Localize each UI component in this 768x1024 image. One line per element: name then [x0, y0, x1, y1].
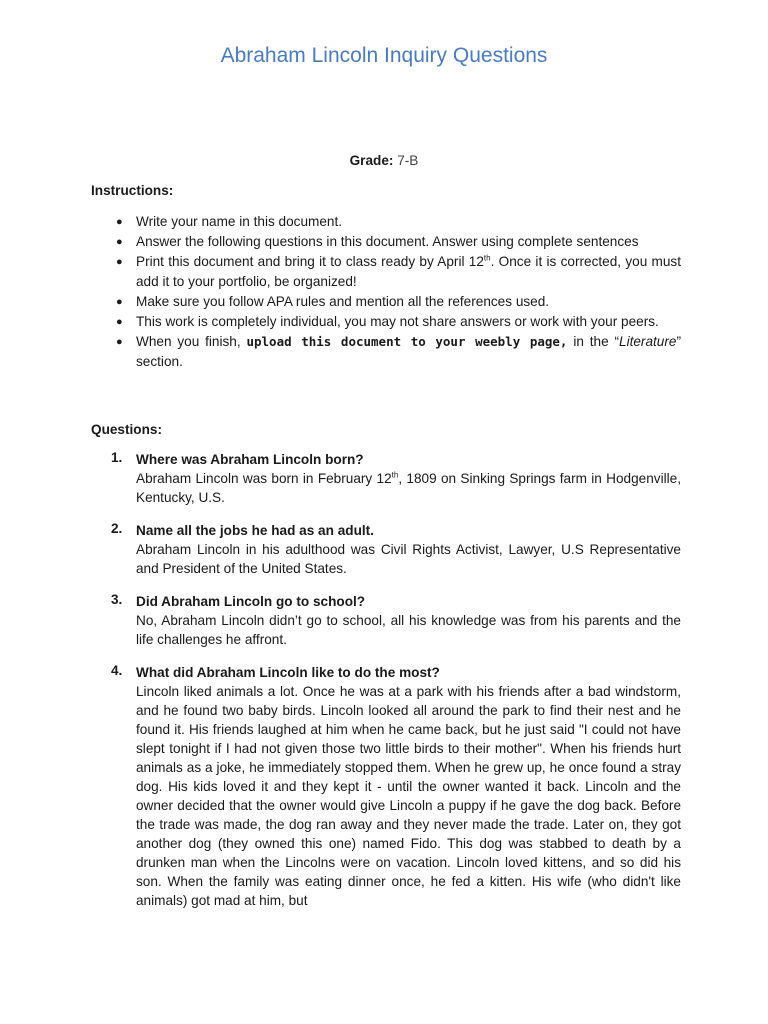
instruction-item: ● Write your name in this document. — [91, 212, 681, 232]
instruction-item: ● Make sure you follow APA rules and mention all the references used. — [91, 292, 681, 312]
answer-text: No, Abraham Lincoln didn’t go to school, all his knowledge was from his parents and the life challenges he affront. — [136, 613, 681, 647]
answer-text: Lincoln liked animals a lot. Once he was at a park with his friends after a bad windstorm, and he found two baby birds. Lincoln looked all around the park to find their nest and he found it. His friends laughed at him when he came back, but he just said "I could not have slept tonight if I had not given those two little birds to their mother". When his friends hurt animals as a joke, he immediately stopped them. When he grew up, he once found a stray dog. His kids loved it and they kept it - until the owner wanted it back. Lincoln and the owner decided that the owner would give Lincoln a puppy if he gave the dog back. Before the trade was made, the dog ran away and they never made the trade. Later on, they got another dog (they owned this one) named Fido. This dog was stabbed to death by a drunken man when the Lincolns were on vacation. Lincoln loved kittens, and so did his son. When the family was eating dinner once, he fed a kitten. His wife (who didn't like animals) got mad at him, but — [136, 684, 681, 908]
instruction-item: ● When you finish, upload this document to your weebly page, in the “Literature” section. — [116, 334, 681, 369]
instruction-item: ● This work is completely individual, you may not share answers or work with your peers. — [91, 312, 681, 332]
question-number: 2. — [111, 521, 123, 536]
instructions-heading: Instructions: — [91, 183, 174, 198]
bullet-icon: ● — [116, 216, 123, 228]
grade-label: Grade: — [349, 153, 394, 168]
bullet-icon: ● — [116, 336, 123, 348]
questions-heading: Questions: — [91, 422, 162, 437]
instructions-list — [91, 212, 681, 372]
question-text: Did Abraham Lincoln go to school? — [136, 594, 366, 609]
grade-line — [0, 153, 768, 168]
question-number: 4. — [111, 663, 123, 678]
document-title: Abraham Lincoln Inquiry Questions — [220, 44, 548, 67]
questions-list — [91, 450, 681, 924]
question-item — [91, 521, 681, 578]
bullet-icon: ● — [116, 316, 123, 328]
grade-value: 7-B — [397, 153, 419, 168]
question-item — [91, 663, 681, 910]
bullet-icon: ● — [116, 296, 123, 308]
bullet-icon: ● — [116, 236, 123, 248]
answer-text: Abraham Lincoln in his adulthood was Civil Rights Activist, Lawyer, U.S Representative and President of the United States. — [136, 542, 681, 576]
instruction-item: ● Answer the following questions in this document. Answer using complete sentences — [91, 232, 681, 252]
instruction-item: ● Print this document and bring it to class ready by April 12th. Once it is corrected, you must add it to your portfolio, be organized! — [116, 253, 681, 289]
question-number: 3. — [111, 592, 123, 607]
question-number: 1. — [111, 450, 123, 465]
question-text: Where was Abraham Lincoln born? — [136, 452, 364, 467]
answer-text: Abraham Lincoln was born in February 12th, 1809 on Sinking Springs farm in Hodgenville, Kentucky, U.S. — [136, 470, 681, 505]
bullet-icon: ● — [116, 256, 123, 268]
question-text: What did Abraham Lincoln like to do the most? — [136, 665, 440, 680]
question-item — [91, 450, 681, 507]
question-text: Name all the jobs he had as an adult. — [136, 523, 374, 538]
question-item — [91, 592, 681, 649]
